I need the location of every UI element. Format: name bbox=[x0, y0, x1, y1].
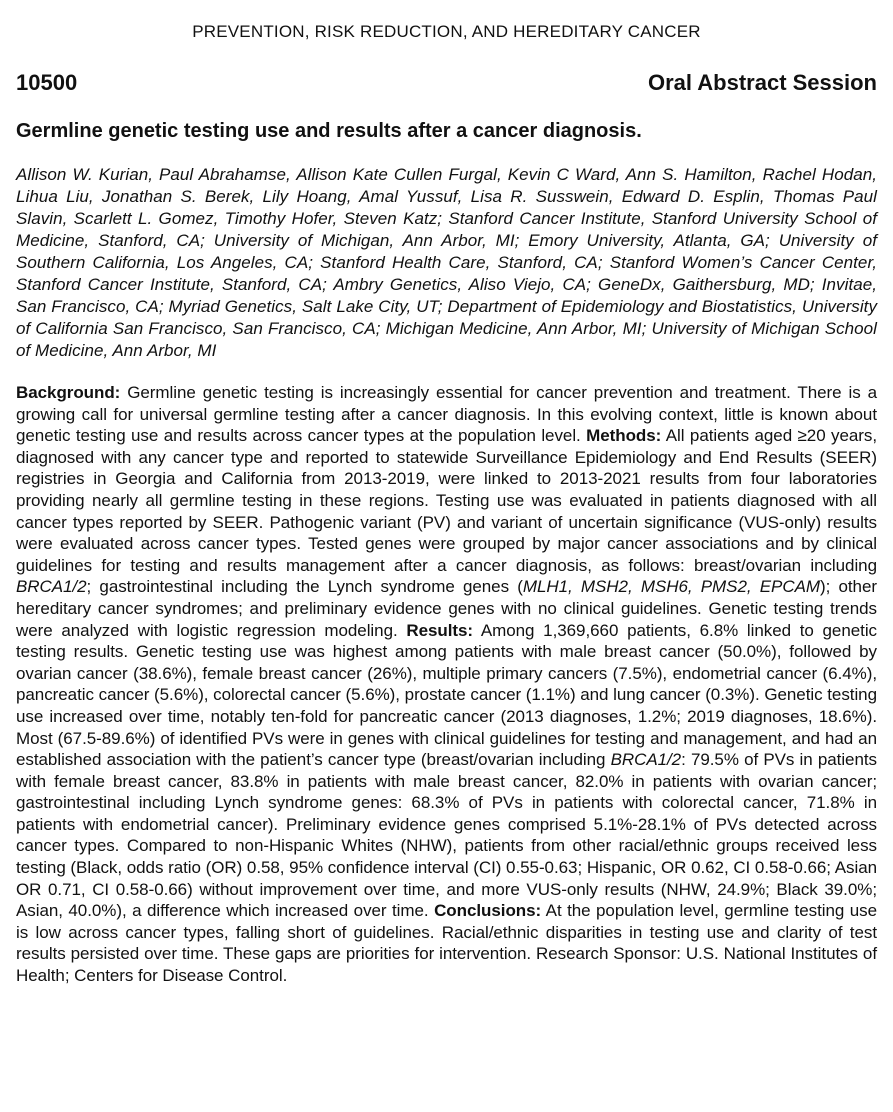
conclusions-text: At the population level, germline testing use is low across cancer types, falling short of guidelines. Racial/ethnic disparities in testing use and clarity of test results persisted over time. These gaps are priorities for intervention. Research Sponsor: U.S. National Institutes of Health; Centers for Disease Control. bbox=[16, 901, 878, 986]
abstract-number: 10500 bbox=[16, 70, 78, 95]
gene-name: BRCA1/2 bbox=[16, 577, 87, 597]
authors-affiliations: Allison W. Kurian, Paul Abrahamse, Allison Kate Cullen Furgal, Kevin C Ward, Ann S. Hamilton, Rachel Hodan, Lihua Liu, Jonathan S. Berek, Lily Hoang, Amal Yussuf, Lisa R. Susswein, Edward D. Esplin, Thomas Paul Slavin, Scarlett L. Gomez, Timothy Hofer, Steven Katz; Stanford Cancer Institute, Stanford University School of Medicine, Stanford, CA; University of Michigan, Ann Arbor, MI; Emory University, Atlanta, GA; University of Southern California, Los Angeles, CA; Stanford Health Care, Stanford, CA; Stanford Women’s Cancer Center, Stanford Cancer Institute, Stanford, CA; Ambry Genetics, Aliso Viejo, CA; GeneDx, Gaithersburg, MD; Invitae, San Francisco, CA; Myriad Genetics, Salt Lake City, UT; Department of Epidemiology and Biostatistics, University of California San Francisco, San Francisco, CA; Michigan Medicine, Ann Arbor, MI; University of Michigan School of Medicine, Ann Arbor, MI bbox=[16, 165, 877, 360]
methods-text: ); other hereditary cancer syndromes; and preliminary evidence genes with no clinical guidelines. Genetic testing trends were analyzed with logistic regression modeling. bbox=[16, 577, 877, 640]
methods-text: ; gastrointestinal including the Lynch syndrome genes ( bbox=[86, 577, 523, 597]
section-header: PREVENTION, RISK REDUCTION, AND HEREDITARY CANCER bbox=[192, 22, 701, 41]
results-text: : 79.5% of PVs in patients with female breast cancer, 83.8% in patients with male breast cancer, 82.0% in patients with ovarian cancer; gastrointestinal including Lynch syndrome genes: 68.3% of PVs in patients with colorectal cancer, 71.8% in patients with endometrial cancer). Preliminary evidence genes comprised 5.1%-28.1% of PVs detected across cancer types. Compared to non-Hispanic Whites (NHW), patients from other racial/ethnic groups received less testing (Black, odds ratio (OR) 0.58, 95% confidence interval (CI) 0.55-0.63; Hispanic, OR 0.62, CI 0.58-0.66; Asian OR 0.71, CI 0.58-0.66) without improvement over time, and more VUS-only results (NHW, 24.9%; Black 39.0%; Asian, 40.0%), a difference which increased over time. bbox=[16, 750, 877, 921]
results-text: Among 1,369,660 patients, 6.8% linked to genetic testing results. Genetic testing use was highest among patients with male breast cancer (50.0%), followed by ovarian cancer (38.6%), female breast cancer (26%), multiple primary cancers (7.5%), endometrial cancer (6.4%), pancreatic cancer (5.6%), colorectal cancer (5.6%), prostate cancer (1.1%) and lung cancer (0.3%). Genetic testing use increased over time, notably ten-fold for pancreatic cancer (2013 diagnoses, 1.2%; 2019 diagnoses, 18.6%). Most (67.5-89.6%) of identified PVs were in genes with clinical guidelines for testing and management, and had an established association with the patient’s cancer type (breast/ovarian including bbox=[16, 620, 877, 770]
gene-list: MLH1, MSH2, MSH6, PMS2, EPCAM bbox=[522, 577, 820, 597]
abstract-body bbox=[16, 382, 877, 987]
abstract-title: Germline genetic testing use and results after a cancer diagnosis. bbox=[16, 120, 642, 142]
gene-name: BRCA1/2 bbox=[610, 750, 682, 770]
session-row bbox=[16, 70, 877, 98]
background-label: Background: bbox=[16, 383, 121, 402]
methods-text: All patients aged ≥20 years, diagnosed with any cancer type and reported to statewide Surveillance Epidemiology and End Results (SEER) registries in Georgia and California from 2013-2019, were linked to 2013-2021 results from four laboratories providing nearly all germline testing in these regions. Testing use was evaluated in patients diagnosed with all cancer types reported by SEER. Pathogenic variant (PV) and variant of uncertain significance (VUS-only) results were evaluated across cancer types. Tested genes were grouped by major cancer associations and by clinical guidelines for testing and results management after a cancer diagnosis, as follows: breast/ovarian including bbox=[16, 426, 878, 575]
results-label: Results: bbox=[406, 620, 474, 640]
background-text: Germline genetic testing is increasingly essential for cancer prevention and treatment. There is a growing call for universal germline testing after a cancer diagnosis. In this evolving context, little is known about genetic testing use and results across cancer types at the population level. bbox=[16, 383, 877, 446]
session-type: Oral Abstract Session bbox=[647, 70, 877, 95]
conclusions-label: Conclusions: bbox=[434, 901, 542, 921]
methods-label: Methods: bbox=[586, 426, 662, 446]
